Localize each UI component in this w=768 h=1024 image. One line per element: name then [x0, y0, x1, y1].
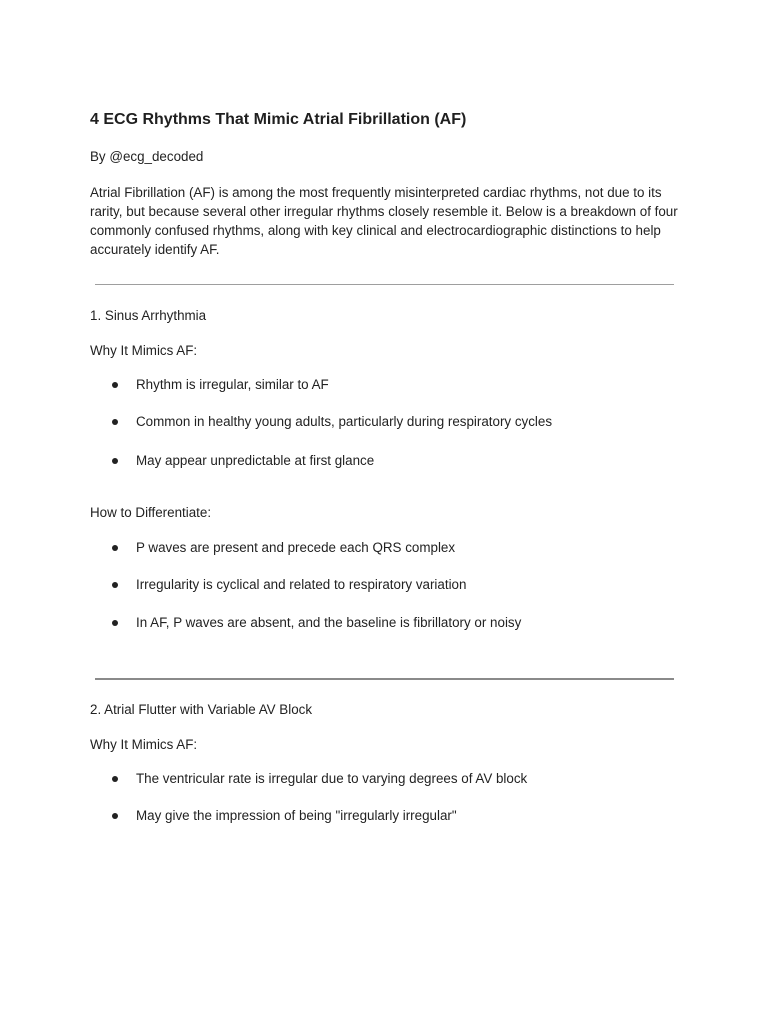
why-mimics-label: Why It Mimics AF: [90, 737, 198, 752]
section-divider [95, 678, 674, 680]
section-heading-atrial-flutter: 2. Atrial Flutter with Variable AV Block [90, 702, 313, 717]
bullet-icon [112, 776, 118, 782]
document-title: 4 ECG Rhythms That Mimic Atrial Fibrillation (AF) [90, 111, 467, 128]
bullet-icon [112, 813, 118, 819]
bullet-icon [112, 582, 118, 588]
list-item-text: In AF, P waves are absent, and the baseline is fibrillatory or noisy [136, 615, 522, 630]
list-item-text: P waves are present and precede each QRS complex [136, 540, 456, 555]
list-item-text: May give the impression of being "irregularly irregular" [136, 808, 457, 823]
bullet-icon [112, 620, 118, 626]
list-item [0, 540, 768, 556]
list-item-text: May appear unpredictable at first glance [136, 453, 375, 468]
list-item [0, 414, 768, 430]
bullet-icon [112, 382, 118, 388]
list-item [0, 577, 768, 593]
list-item [0, 771, 768, 787]
why-mimics-label: Why It Mimics AF: [90, 343, 198, 358]
bullet-icon [112, 545, 118, 551]
list-item [0, 808, 768, 824]
bullet-icon [112, 419, 118, 425]
list-item-text: The ventricular rate is irregular due to varying degrees of AV block [136, 771, 528, 786]
bullet-icon [112, 458, 118, 464]
list-item [0, 377, 768, 393]
section-divider [95, 284, 674, 285]
author-byline: By @ecg_decoded [90, 149, 204, 164]
list-item [0, 453, 768, 469]
how-to-differentiate-label: How to Differentiate: [90, 505, 212, 520]
list-item-text: Rhythm is irregular, similar to AF [136, 377, 329, 392]
list-item [0, 615, 768, 631]
intro-paragraph: Atrial Fibrillation (AF) is among the most frequently misinterpreted cardiac rhythms, not due to its rarity, but because several other irregular rhythms closely resemble it. Below is a breakdown of four commonly confused rhythms, along with key clinical and electrocardiographic distinctions to help accurately identify AF. [90, 185, 678, 257]
list-item-text: Irregularity is cyclical and related to respiratory variation [136, 577, 467, 592]
section-heading-sinus-arrhythmia: 1. Sinus Arrhythmia [90, 308, 207, 323]
list-item-text: Common in healthy young adults, particularly during respiratory cycles [136, 414, 553, 429]
